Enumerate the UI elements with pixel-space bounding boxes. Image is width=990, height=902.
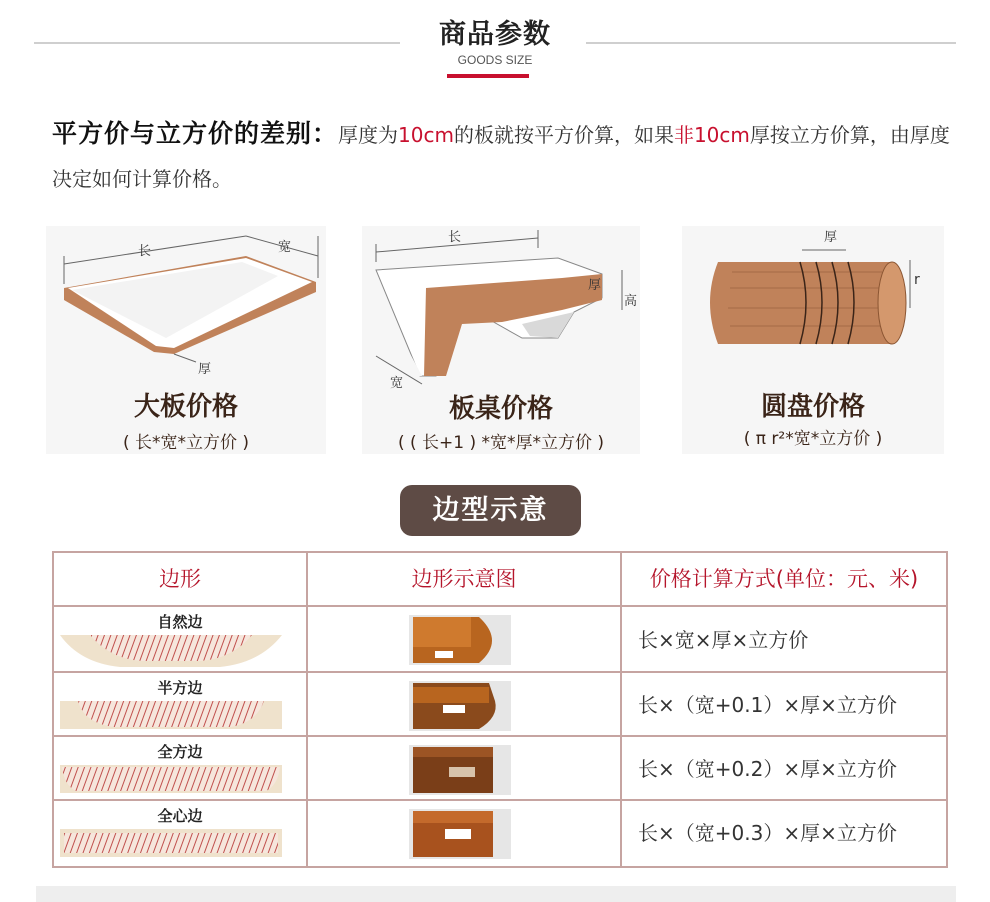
price-formula: 长×（宽+0.1）×厚×立方价 — [622, 673, 946, 737]
natural-edge-photo — [409, 615, 511, 665]
table-header-formula: 价格计算方式(单位：元、米) — [622, 553, 946, 607]
table-slab-price-panel — [362, 226, 640, 454]
intro-text-1: 厚度为 — [338, 123, 399, 147]
natural-edge-diagram — [60, 633, 282, 669]
label-thickness: 厚 — [824, 230, 838, 245]
full-core-edge-photo — [409, 809, 511, 859]
label-thickness: 厚 — [588, 278, 602, 293]
table-slab-price-formula: ( ( 长+1 ) *宽*厚*立方价 ) — [397, 433, 605, 453]
edge-name: 半方边 — [157, 679, 203, 697]
intro-text-3: 厚按立方价算，由厚度决定如何计算价格。 — [52, 123, 950, 191]
table-row — [54, 673, 308, 737]
table-row — [54, 737, 308, 801]
intro-highlight-1: 10cm — [398, 123, 454, 147]
slab-price-formula: ( 长*宽*立方价 ) — [122, 433, 250, 453]
half-square-edge-diagram — [60, 699, 282, 731]
section-subtitle: GOODS SIZE — [457, 53, 533, 67]
section-title: 商品参数 — [439, 19, 551, 50]
disc-price-title: 圆盘价格 — [760, 392, 865, 422]
full-square-edge-diagram — [60, 763, 282, 795]
table-header-diagram: 边形示意图 — [308, 553, 622, 607]
edge-name: 自然边 — [157, 613, 203, 631]
edge-name: 全方边 — [157, 743, 203, 761]
full-square-edge-photo — [409, 745, 511, 795]
price-formula: 长×宽×厚×立方价 — [622, 607, 946, 673]
label-height: 高 — [624, 294, 638, 309]
edge-name: 全心边 — [157, 807, 203, 825]
price-formula: 长×（宽+0.3）×厚×立方价 — [638, 821, 897, 845]
label-width: 宽 — [390, 376, 404, 391]
disc-price-panel — [682, 226, 944, 454]
edge-photo-cell — [308, 737, 622, 801]
disc-price-formula: ( π r²*宽*立方价 ) — [743, 429, 883, 449]
intro-lead: 平方价与立方价的差别： — [52, 119, 339, 148]
slab-price-panel — [46, 226, 326, 454]
price-formula: 长×（宽+0.2）×厚×立方价 — [622, 737, 946, 801]
label-radius: r — [914, 272, 920, 288]
slab-price-title: 大板价格 — [133, 392, 238, 422]
half-square-edge-photo — [409, 681, 511, 731]
table-header-edge: 边形 — [54, 553, 308, 607]
edge-photo-cell — [308, 673, 622, 737]
pricing-intro — [52, 112, 967, 201]
full-core-edge-diagram — [60, 827, 282, 859]
edge-type-table — [52, 551, 948, 868]
title-underline — [447, 74, 529, 78]
table-slab-price-title: 板桌价格 — [448, 394, 553, 424]
edge-photo-cell — [308, 801, 622, 866]
edge-type-heading: 边型示意 — [400, 485, 581, 536]
table-row — [54, 801, 308, 866]
label-length: 长 — [448, 230, 462, 245]
label-length: 长 — [138, 244, 152, 259]
intro-text-2: 的板就按平方价算，如果 — [453, 123, 674, 147]
table-row — [54, 607, 308, 673]
footer-divider — [36, 886, 956, 902]
label-thickness: 厚 — [198, 362, 212, 377]
label-width: 宽 — [278, 240, 292, 255]
intro-highlight-2: 非10cm — [673, 123, 750, 147]
edge-photo-cell — [308, 607, 622, 673]
